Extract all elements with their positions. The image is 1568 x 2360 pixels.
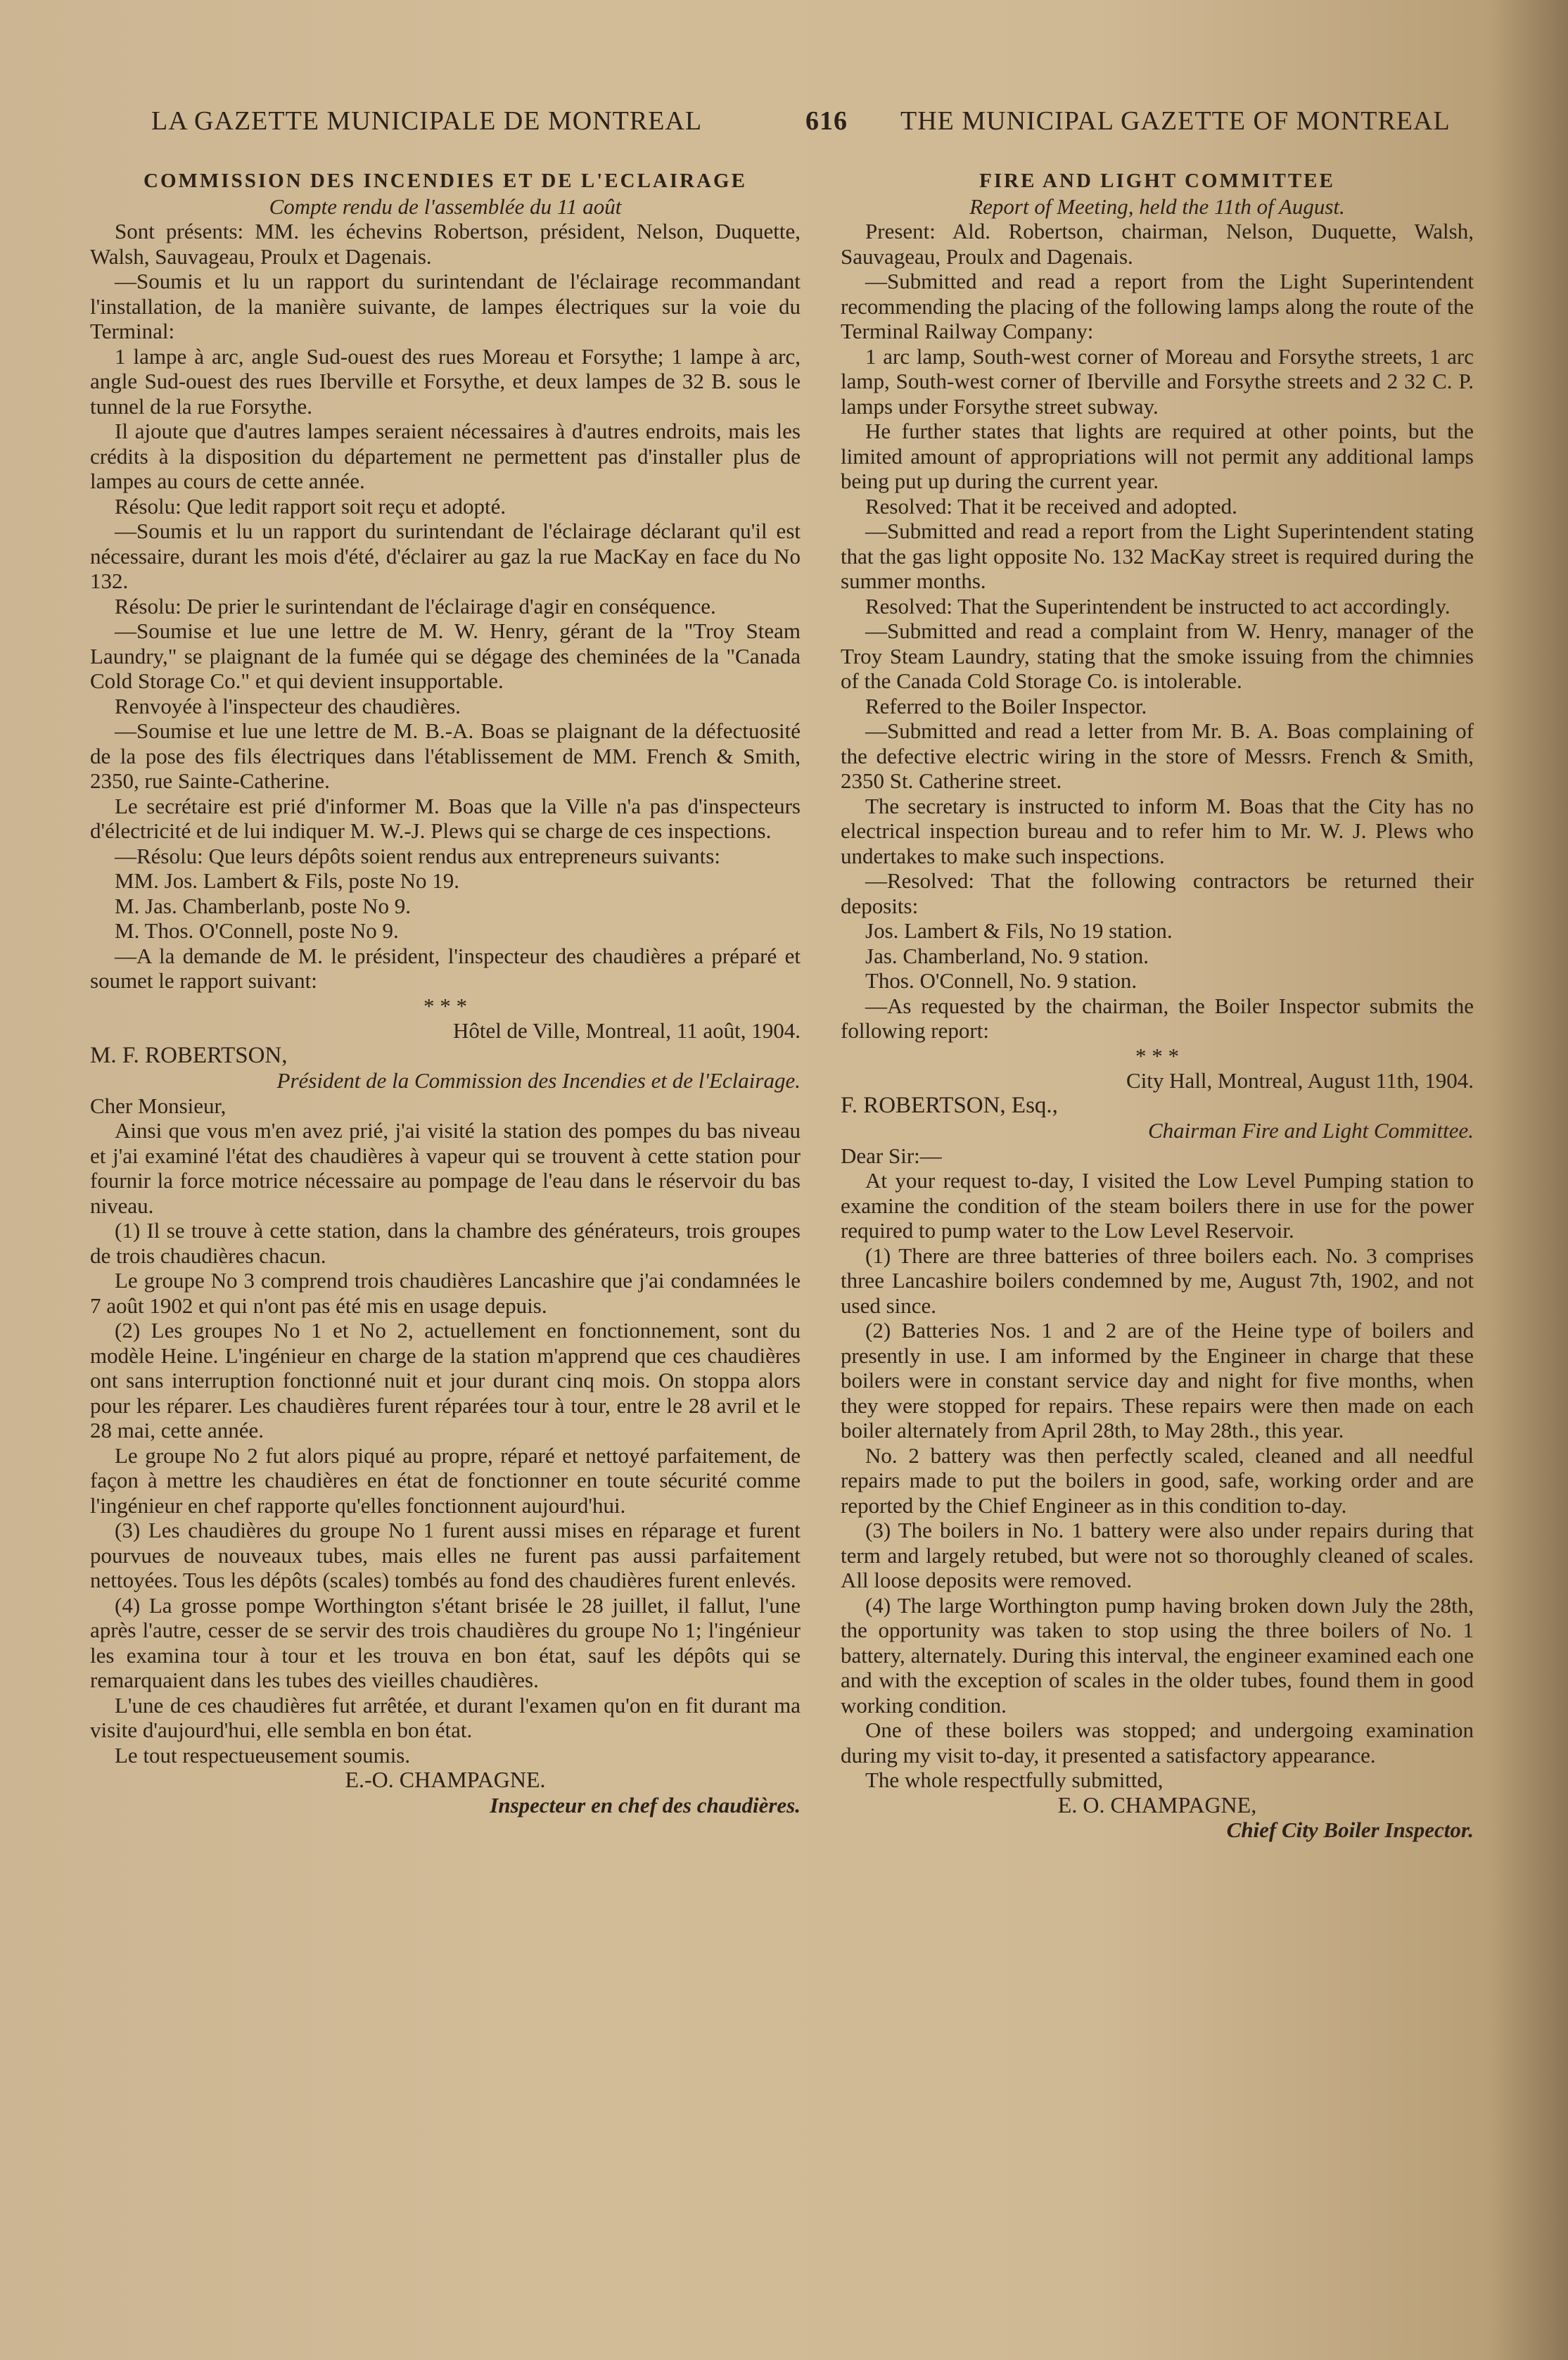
english-section-title: FIRE AND LIGHT COMMITTEE bbox=[979, 170, 1335, 192]
en-signature-role: Chief City Boiler Inspector. bbox=[1226, 1817, 1474, 1842]
en-paragraph: Present: Ald. Robertson, chairman, Nelson, Duquette, Walsh, Sauvageau, Proulx and Dagenais. bbox=[841, 219, 1474, 269]
header-right-title: THE MUNICIPAL GAZETTE OF MONTREAL bbox=[900, 106, 1451, 136]
fr-separator-stars: * * * bbox=[423, 993, 467, 1018]
fr-body-paragraph: (2) Les groupes No 1 et No 2, actuellement en fonctionnement, sont du modèle Heine. L'ingénieur en charge de la station m'apprend que ces chaudières ont sans interruption fonctionné nuit et jour durant cinq mois. On stoppa alors pour les réparer. Les chaudières furent réparées tour à tour, entre le 28 avril et le 28 mai, cette année. bbox=[90, 1318, 801, 1442]
fr-paragraph: Il ajoute que d'autres lampes seraient nécessaires à d'autres endroits, mais les crédits à la disposition du département ne permettent pas d'installer plus de lampes au cours de cette année. bbox=[90, 419, 801, 493]
fr-signature-role: Inspecteur en chef des chaudières. bbox=[490, 1792, 801, 1817]
en-list-item: Jos. Lambert & Fils, No 19 station. bbox=[865, 918, 1173, 943]
fr-addressee-role: Président de la Commission des Incendies et de l'Eclairage. bbox=[276, 1068, 801, 1093]
en-paragraph: —Resolved: That the following contractors be returned their deposits: bbox=[841, 868, 1474, 918]
en-paragraph: Resolved: That it be received and adopted. bbox=[865, 493, 1237, 519]
fr-paragraph: Le secrétaire est prié d'informer M. Boas que la Ville n'a pas d'inspecteurs d'électricité et de lui indiquer M. W.-J. Plews qui se charge de ces inspections. bbox=[90, 793, 801, 843]
french-section-title: COMMISSION DES INCENDIES ET DE L'ECLAIRAGE bbox=[144, 170, 747, 192]
fr-paragraph: —Soumis et lu un rapport du surintendant de l'éclairage déclarant qu'il est nécessaire, durant les mois d'été, d'éclairer au gaz la rue MacKay en face du No 132. bbox=[90, 519, 801, 593]
fr-paragraph: —A la demande de M. le président, l'inspecteur des chaudières a préparé et soumet le rapport suivant: bbox=[90, 943, 801, 993]
en-body-paragraph: (3) The boilers in No. 1 battery were also under repairs during that term and largely retubed, but were not so thoroughly cleaned of scales. All loose deposits were removed. bbox=[841, 1518, 1474, 1592]
header-left-title: LA GAZETTE MUNICIPALE DE MONTREAL bbox=[151, 106, 703, 136]
fr-paragraph: —Résolu: Que leurs dépôts soient rendus aux entrepreneurs suivants: bbox=[115, 843, 720, 868]
fr-paragraph: Résolu: De prier le surintendant de l'éclairage d'agir en conséquence. bbox=[115, 593, 716, 618]
french-section-subtitle: Compte rendu de l'assemblée du 11 août bbox=[269, 194, 622, 219]
french-column bbox=[90, 169, 801, 1817]
fr-letter-date: Hôtel de Ville, Montreal, 11 août, 1904. bbox=[452, 1018, 801, 1043]
en-paragraph: Referred to the Boiler Inspector. bbox=[865, 693, 1147, 718]
fr-greeting: Cher Monsieur, bbox=[90, 1093, 227, 1118]
fr-signature: E.-O. CHAMPAGNE. bbox=[345, 1767, 546, 1792]
fr-paragraph: Sont présents: MM. les échevins Robertson, président, Nelson, Duquette, Walsh, Sauvageau, Proulx et Dagenais. bbox=[90, 219, 801, 269]
en-body-paragraph: (2) Batteries Nos. 1 and 2 are of the Heine type of boilers and presently in use. I am informed by the Engineer in charge that these boilers were in constant service day and night for five months, when they were stopped for repairs. These repairs were then made on each boiler alternately from April 28th, to May 28th., this year. bbox=[841, 1318, 1474, 1442]
fr-body-paragraph: L'une de ces chaudières fut arrêtée, et durant l'examen qu'on en fit durant ma visite d'aujourd'hui, elle sembla en bon état. bbox=[90, 1692, 801, 1742]
page-number: 616 bbox=[805, 106, 848, 136]
fr-addressee: M. F. ROBERTSON, bbox=[90, 1042, 288, 1068]
en-signature: E. O. CHAMPAGNE, bbox=[1057, 1791, 1257, 1817]
fr-body-paragraph: (1) Il se trouve à cette station, dans la chambre des générateurs, trois groupes de trois chaudières chacun. bbox=[90, 1218, 801, 1268]
en-body-paragraph: At your request to-day, I visited the Low Level Pumping station to examine the condition of the steam boilers there in use for the power required to pump water to the Low Level Reservoir. bbox=[841, 1168, 1474, 1243]
fr-paragraph: —Soumis et lu un rapport du surintendant de l'éclairage recommandant l'installation, de la manière suivante, de lampes électriques sur la voie du Terminal: bbox=[90, 269, 801, 343]
english-section-subtitle: Report of Meeting, held the 11th of August. bbox=[969, 194, 1345, 219]
fr-list-item: M. Jas. Chamberlanb, poste No 9. bbox=[115, 893, 412, 918]
en-list-item: Thos. O'Connell, No. 9 station. bbox=[865, 968, 1137, 993]
en-body-paragraph: No. 2 battery was then perfectly scaled, cleaned and all needful repairs made to put the boilers in good, safe, working order and are reported by the Chief Engineer as in this condition to-day. bbox=[841, 1442, 1474, 1518]
fr-paragraph: Résolu: Que ledit rapport soit reçu et adopté. bbox=[115, 493, 506, 519]
fr-body-paragraph: Le groupe No 2 fut alors piqué au propre, réparé et nettoyé parfaitement, de façon à mettre les chaudières en état de fonctionner en toute sécurité comme l'ingénieur en chef rapporte qu'elles fonctionnent aujourd'hui. bbox=[90, 1442, 801, 1518]
en-paragraph: —Submitted and read a complaint from W. Henry, manager of the Troy Steam Laundry, stating that the smoke issuing from the chimnies of the Canada Cold Storage Co. is intolerable. bbox=[841, 618, 1474, 693]
fr-body-paragraph: Le tout respectueusement soumis. bbox=[115, 1742, 411, 1768]
fr-paragraph: —Soumise et lue une lettre de M. B.-A. Boas se plaignant de la défectuosité de la pose des fils électriques dans l'établissement de MM. French & Smith, 2350, rue Sainte-Catherine. bbox=[90, 718, 801, 793]
fr-body-paragraph: Ainsi que vous m'en avez prié, j'ai visité la station des pompes du bas niveau et j'ai examiné l'état des chaudières à vapeur qui se trouvent à cette station pour fournir la force motrice nécessaire au pompage de l'eau dans le réservoir du bas niveau. bbox=[90, 1118, 801, 1218]
en-paragraph: Resolved: That the Superintendent be instructed to act accordingly. bbox=[865, 593, 1451, 618]
en-addressee: F. ROBERTSON, Esq., bbox=[841, 1092, 1058, 1118]
en-paragraph: The secretary is instructed to inform M. Boas that the City has no electrical inspection bureau and to refer him to Mr. W. J. Plews who undertakes to make such inspections. bbox=[841, 793, 1474, 868]
english-column bbox=[841, 169, 1474, 1843]
en-paragraph: —Submitted and read a report from the Light Superintendent stating that the gas light opposite No. 132 MacKay street is required during the summer months. bbox=[841, 519, 1474, 593]
fr-paragraph: Renvoyée à l'inspecteur des chaudières. bbox=[115, 693, 461, 718]
en-paragraph: 1 arc lamp, South-west corner of Moreau and Forsythe streets, 1 arc lamp, South-west corner of Iberville and Forsythe streets and 2 32 C. P. lamps under Forsythe street subway. bbox=[841, 343, 1474, 419]
fr-list-item: M. Thos. O'Connell, poste No 9. bbox=[115, 918, 399, 943]
fr-list-item: MM. Jos. Lambert & Fils, poste No 19. bbox=[115, 868, 459, 893]
fr-paragraph: —Soumise et lue une lettre de M. W. Henry, gérant de la "Troy Steam Laundry," se plaignant de la fumée qui se dégage des cheminées de la "Canada Cold Storage Co." et qui devient insupportable. bbox=[90, 618, 801, 693]
en-list-item: Jas. Chamberland, No. 9 station. bbox=[865, 943, 1149, 968]
en-paragraph: —Submitted and read a letter from Mr. B. A. Boas complaining of the defective electric wiring in the store of Messrs. French & Smith, 2350 St. Catherine street. bbox=[841, 718, 1474, 793]
fr-body-paragraph: Le groupe No 3 comprend trois chaudières Lancashire que j'ai condamnées le 7 août 1902 et qui n'ont pas été mis en usage depuis. bbox=[90, 1268, 801, 1318]
en-addressee-role: Chairman Fire and Light Committee. bbox=[1148, 1118, 1474, 1143]
en-body-paragraph: (4) The large Worthington pump having broken down July the 28th, the opportunity was taken to stop using the three boilers of No. 1 battery, alternately. During this interval, the engineer examined each one and with the exception of scales in the older tubes, found them in good working condition. bbox=[841, 1592, 1474, 1718]
page-header bbox=[151, 106, 1488, 148]
en-paragraph: —As requested by the chairman, the Boiler Inspector submits the following report: bbox=[841, 993, 1474, 1043]
en-paragraph: —Submitted and read a report from the Light Superintendent recommending the placing of the following lamps along the route of the Terminal Railway Company: bbox=[841, 269, 1474, 343]
fr-body-paragraph: (3) Les chaudières du groupe No 1 furent aussi mises en réparage et furent pourvues de nouveaux tubes, mais elles ne furent pas aussi parfaitement nettoyées. Tous les dépôts (scales) tombés au fond des chaudières furent enlevés. bbox=[90, 1518, 801, 1592]
en-paragraph: He further states that lights are required at other points, but the limited amount of appropriations will not permit any additional lamps being put up during the current year. bbox=[841, 419, 1474, 493]
en-separator-stars: * * * bbox=[1135, 1043, 1179, 1068]
en-body-paragraph: (1) There are three batteries of three boilers each. No. 3 comprises three Lancashire boilers condemned by me, August 7th, 1902, and not used since. bbox=[841, 1243, 1474, 1318]
en-greeting: Dear Sir:— bbox=[841, 1143, 942, 1168]
fr-paragraph: 1 lampe à arc, angle Sud-ouest des rues Moreau et Forsythe; 1 lampe à arc, angle Sud-ouest des rues Iberville et Forsythe, et deux lampes de 32 B. sous le tunnel de la rue Forsythe. bbox=[90, 343, 801, 419]
en-letter-date: City Hall, Montreal, August 11th, 1904. bbox=[1126, 1068, 1474, 1093]
en-body-paragraph: One of these boilers was stopped; and undergoing examination during my visit to-day, it presented a satisfactory appearance. bbox=[841, 1718, 1474, 1768]
fr-body-paragraph: (4) La grosse pompe Worthington s'étant brisée le 28 juillet, il fallut, l'une après l'autre, cesser de se servir des trois chaudières du groupe No 1; l'ingénieur les examina tour à tour et les trouva en bon état, sauf les dépôts qui se remarquaient dans les tubes des vieilles chaudières. bbox=[90, 1592, 801, 1692]
en-body-paragraph: The whole respectfully submitted, bbox=[865, 1768, 1164, 1792]
